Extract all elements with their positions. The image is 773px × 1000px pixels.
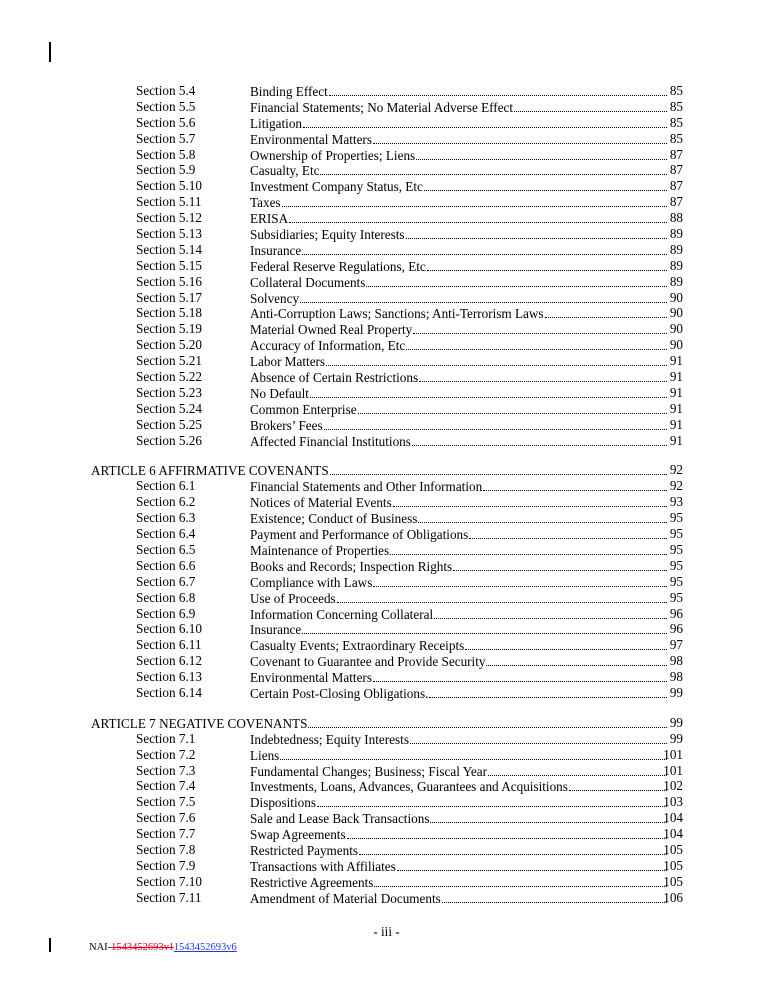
toc-entry[interactable] [0,526,773,542]
dot-leader [442,890,667,903]
section-page: 85 [669,114,683,130]
toc-entry[interactable] [0,194,773,210]
section-page: 87 [669,178,683,194]
section-number: Section 5.13 [136,226,202,242]
section-page: 89 [669,241,683,257]
toc-entry[interactable] [0,83,773,99]
toc-entry[interactable] [0,842,773,858]
section-title: Taxes [250,195,281,211]
toc-entry[interactable] [0,131,773,147]
section-number: Section 6.2 [136,494,196,510]
section-number: Section 5.5 [136,98,196,114]
section-title: Dispositions [250,795,316,811]
dot-leader [324,417,667,430]
dot-leader [280,747,667,760]
section-page: 90 [669,305,683,321]
section-page: 96 [669,605,683,621]
section-page: 90 [669,321,683,337]
document-id [89,942,237,953]
section-title: Financial Statements and Other Information [250,479,483,495]
section-page: 106 [663,889,683,905]
section-title: Maintenance of Properties [250,542,390,558]
dot-leader [416,147,667,160]
section-number: Section 6.10 [136,621,202,637]
toc-entry[interactable] [0,417,773,433]
section-page: 96 [669,621,683,637]
dot-leader [418,510,667,523]
section-page: 87 [669,146,683,162]
dot-leader [429,685,667,698]
dot-leader [390,542,667,555]
section-page: 85 [669,98,683,114]
dot-leader [373,669,667,682]
dot-leader [302,242,667,255]
section-number: Section 5.10 [136,178,202,194]
toc-entry[interactable] [0,353,773,369]
section-title: Accuracy of Information, Etc [250,338,406,354]
dot-leader [453,558,667,571]
section-number: Section 6.5 [136,541,196,557]
section-title: Payment and Performance of Obligations [250,527,469,543]
section-number: Section 5.21 [136,353,202,369]
toc-entry[interactable] [0,162,773,178]
article-6-heading[interactable] [0,462,773,478]
section-page: 97 [669,637,683,653]
doc-id-prefix: NAI- [89,942,112,953]
toc-entry[interactable] [0,858,773,874]
section-number: Section 6.4 [136,526,196,542]
section-title: Notices of Material Events [250,495,392,511]
toc-entry[interactable] [0,685,773,701]
section-number: Section 5.20 [136,337,202,353]
section-title: Environmental Matters [250,670,372,686]
section-title: Existence; Conduct of Business [250,511,418,527]
dot-leader [366,274,667,287]
dot-leader [413,321,667,334]
section-page: 103 [663,794,683,810]
dot-leader [330,462,667,475]
toc-entry[interactable] [0,794,773,810]
section-title: Ownership of Properties; Liens [250,147,416,163]
section-number: Section 7.8 [136,841,196,857]
section-number: Section 7.10 [136,873,202,889]
section-page: 85 [669,83,683,98]
toc-entry[interactable] [0,385,773,401]
dot-leader [374,874,667,887]
dot-leader [289,210,667,223]
section-title: Common Enterprise [250,401,357,417]
dot-leader [469,526,667,539]
section-number: Section 7.5 [136,794,196,810]
section-title: Collateral Documents [250,274,366,290]
section-title: Use of Proceeds [250,590,336,606]
dot-leader [302,621,667,634]
toc-entry[interactable] [0,147,773,163]
section-page: 98 [669,669,683,685]
section-title: Restricted Payments [250,842,359,858]
dot-leader [465,637,667,650]
section-title: Fundamental Changes; Business; Fiscal Year [250,763,487,779]
section-number: Section 7.4 [136,778,196,794]
dot-leader [300,290,667,303]
dot-leader [337,590,667,603]
section-number: Section 7.1 [136,730,196,746]
section-page: 91 [669,369,683,385]
dot-leader [310,385,667,398]
toc-entry[interactable] [0,258,773,274]
section-number: Section 5.26 [136,432,202,448]
section-page: 104 [663,826,683,842]
dot-leader [419,369,667,382]
toc-entry[interactable] [0,606,773,622]
article-6-sections [0,478,773,700]
section-number: Section 6.7 [136,573,196,589]
section-number: Section 5.16 [136,273,202,289]
section-number: Section 5.4 [136,83,196,98]
toc-entry[interactable] [0,763,773,779]
section-page: 95 [669,557,683,573]
dot-leader [412,433,667,446]
section-page: 89 [669,273,683,289]
section-page: 90 [669,289,683,305]
toc-entry[interactable] [0,747,773,763]
section-number: Section 5.9 [136,162,196,178]
section-title: Financial Statements; No Material Adverse Effect [250,99,514,115]
toc-entry[interactable] [0,210,773,226]
section-page: 105 [663,857,683,873]
section-page: 104 [663,810,683,826]
section-number: Section 5.19 [136,321,202,337]
section-title: Swap Agreements [250,827,346,843]
section-page: 87 [669,194,683,210]
table-of-contents [0,83,773,906]
section-number: Section 6.14 [136,684,202,700]
section-number: Section 6.6 [136,557,196,573]
section-number: Section 7.3 [136,762,196,778]
section-title: Subsidiaries; Equity Interests [250,227,405,243]
toc-entry[interactable] [0,494,773,510]
section-page: 99 [669,684,683,700]
section-number: Section 5.23 [136,384,202,400]
page-number: - iii - [373,924,400,939]
section-number: Section 5.15 [136,257,202,273]
section-number: Section 7.11 [136,889,202,905]
section-number: Section 5.17 [136,289,202,305]
dot-leader [434,606,667,619]
section-title: Insurance [250,622,302,638]
section-title: Information Concerning Collateral [250,606,434,622]
section-number: Section 5.18 [136,305,202,321]
dot-leader [410,731,667,744]
section-page: 95 [669,573,683,589]
section-page: 105 [663,841,683,857]
toc-entry[interactable] [0,478,773,494]
dot-leader [320,162,667,175]
section-title: Restrictive Agreements [250,874,374,890]
dot-leader [282,194,667,207]
article-7-heading[interactable] [0,715,773,731]
section-page: 98 [669,653,683,669]
toc-entry[interactable] [0,401,773,417]
section-page: 99 [669,730,683,746]
dot-leader [358,401,667,414]
dot-leader [347,826,667,839]
section-title: Anti-Corruption Laws; Sanctions; Anti-Terrorism Laws [250,306,544,322]
section-number: Section 7.6 [136,810,196,826]
section-page: 95 [669,510,683,526]
dot-leader [308,715,667,728]
toc-entry[interactable] [0,590,773,606]
toc-entry[interactable] [0,433,773,449]
dot-leader [373,131,667,144]
section-number: Section 5.24 [136,400,202,416]
section-page: 91 [669,400,683,416]
section-title: Books and Records; Inspection Rights [250,558,453,574]
dot-leader [406,226,667,239]
section-number: Section 7.9 [136,857,196,873]
section-number: Section 6.11 [136,637,202,653]
section-page: 91 [669,353,683,369]
doc-id-inserted: 1543452693v6 [173,942,237,953]
toc-entry[interactable] [0,178,773,194]
article-page: 99 [669,714,683,730]
section-number: Section 7.7 [136,826,196,842]
section-title: Casualty Events; Extraordinary Receipts [250,638,465,654]
section-title: Litigation [250,115,303,131]
section-number: Section 5.8 [136,146,196,162]
toc-entry[interactable] [0,99,773,115]
section-page: 89 [669,257,683,273]
section-title: Indebtedness; Equity Interests [250,731,409,747]
dot-leader [406,337,667,350]
dot-leader [329,83,667,96]
change-bar-top [49,42,51,62]
section-title: Compliance with Laws [250,574,373,590]
section-number: Section 6.3 [136,510,196,526]
section-page: 88 [669,210,683,226]
doc-id-deleted: 1543452693v1 [111,942,174,953]
section-title: Transactions with Affiliates [250,858,396,874]
section-number: Section 5.25 [136,416,202,432]
dot-leader [303,115,667,128]
toc-entry[interactable] [0,115,773,131]
dot-leader [393,494,667,507]
section-page: 91 [669,432,683,448]
dot-leader [317,794,667,807]
section-title: Solvency [250,290,300,306]
article-7-sections [0,731,773,906]
section-title: Affected Financial Institutions [250,433,411,449]
toc-entry[interactable] [0,874,773,890]
section-title: ERISA [250,211,289,227]
dot-leader [427,258,667,271]
toc-entry[interactable] [0,305,773,321]
toc-entry[interactable] [0,637,773,653]
section-title: Casualty, Etc [250,163,320,179]
section-page: 95 [669,526,683,542]
change-bar-bottom [49,938,51,952]
section-number: Section 5.6 [136,114,196,130]
toc-entry[interactable] [0,290,773,306]
section-number: Section 6.9 [136,605,196,621]
section-number: Section 5.22 [136,369,202,385]
section-page: 105 [663,873,683,889]
article-title: ARTICLE 7 NEGATIVE COVENANTS [91,715,308,731]
section-page: 93 [669,494,683,510]
toc-entry[interactable] [0,621,773,637]
section-title: Liens [250,747,280,763]
section-number: Section 5.7 [136,130,196,146]
section-title: Investments, Loans, Advances, Guarantees and Acquisitions [250,779,568,795]
dot-leader [326,353,667,366]
toc-entry[interactable] [0,810,773,826]
section-page: 91 [669,384,683,400]
section-page: 101 [663,746,683,762]
section-page: 101 [663,762,683,778]
toc-entry[interactable] [0,226,773,242]
section-title: Binding Effect [250,84,328,99]
section-title: Federal Reserve Regulations, Etc [250,258,426,274]
section-page: 87 [669,162,683,178]
section-number: Section 6.1 [136,478,196,494]
section-title: Environmental Matters [250,131,372,147]
toc-entry[interactable] [0,653,773,669]
dot-leader [359,842,667,855]
section-page: 90 [669,337,683,353]
section-title: Sale and Lease Back Transactions [250,811,430,827]
section-number: Section 6.8 [136,589,196,605]
section-title: Amendment of Material Documents [250,890,441,906]
section-number: Section 6.12 [136,653,202,669]
article-page: 92 [669,462,683,478]
toc-entry[interactable] [0,369,773,385]
section-title: Material Owned Real Property [250,322,413,338]
section-title: Brokers’ Fees [250,417,323,433]
toc-entry[interactable] [0,321,773,337]
section-title: Labor Matters [250,354,326,370]
toc-entry[interactable] [0,242,773,258]
toc-entry[interactable] [0,558,773,574]
section-title: Covenant to Guarantee and Provide Security [250,654,486,670]
section-page: 95 [669,541,683,557]
dot-leader [397,858,667,871]
section-title: No Default [250,385,309,401]
section-page: 92 [669,478,683,494]
toc-entry[interactable] [0,542,773,558]
section-number: Section 7.2 [136,746,196,762]
section-number: Section 5.12 [136,210,202,226]
toc-entry[interactable] [0,510,773,526]
section-title: Investment Company Status, Etc [250,179,423,195]
section-number: Section 6.13 [136,669,202,685]
section-page: 91 [669,416,683,432]
toc-entry[interactable] [0,890,773,906]
dot-leader [430,810,667,823]
section-page: 102 [663,778,683,794]
dot-leader [373,574,667,587]
section-page: 95 [669,589,683,605]
section-title: Insurance [250,242,302,258]
article-title: ARTICLE 6 AFFIRMATIVE COVENANTS [91,463,329,479]
section-page: 89 [669,226,683,242]
section-title: Certain Post-Closing Obligations. [250,685,429,701]
section-title: Absence of Certain Restrictions [250,370,419,386]
toc-entry[interactable] [0,274,773,290]
article-5-sections [0,83,773,448]
section-page: 85 [669,130,683,146]
dot-leader [424,178,667,191]
section-number: Section 5.11 [136,194,202,210]
toc-entry[interactable] [0,574,773,590]
toc-entry[interactable] [0,731,773,747]
toc-entry[interactable] [0,337,773,353]
section-number: Section 5.14 [136,241,202,257]
toc-entry[interactable] [0,778,773,794]
toc-entry[interactable] [0,669,773,685]
toc-entry[interactable] [0,826,773,842]
